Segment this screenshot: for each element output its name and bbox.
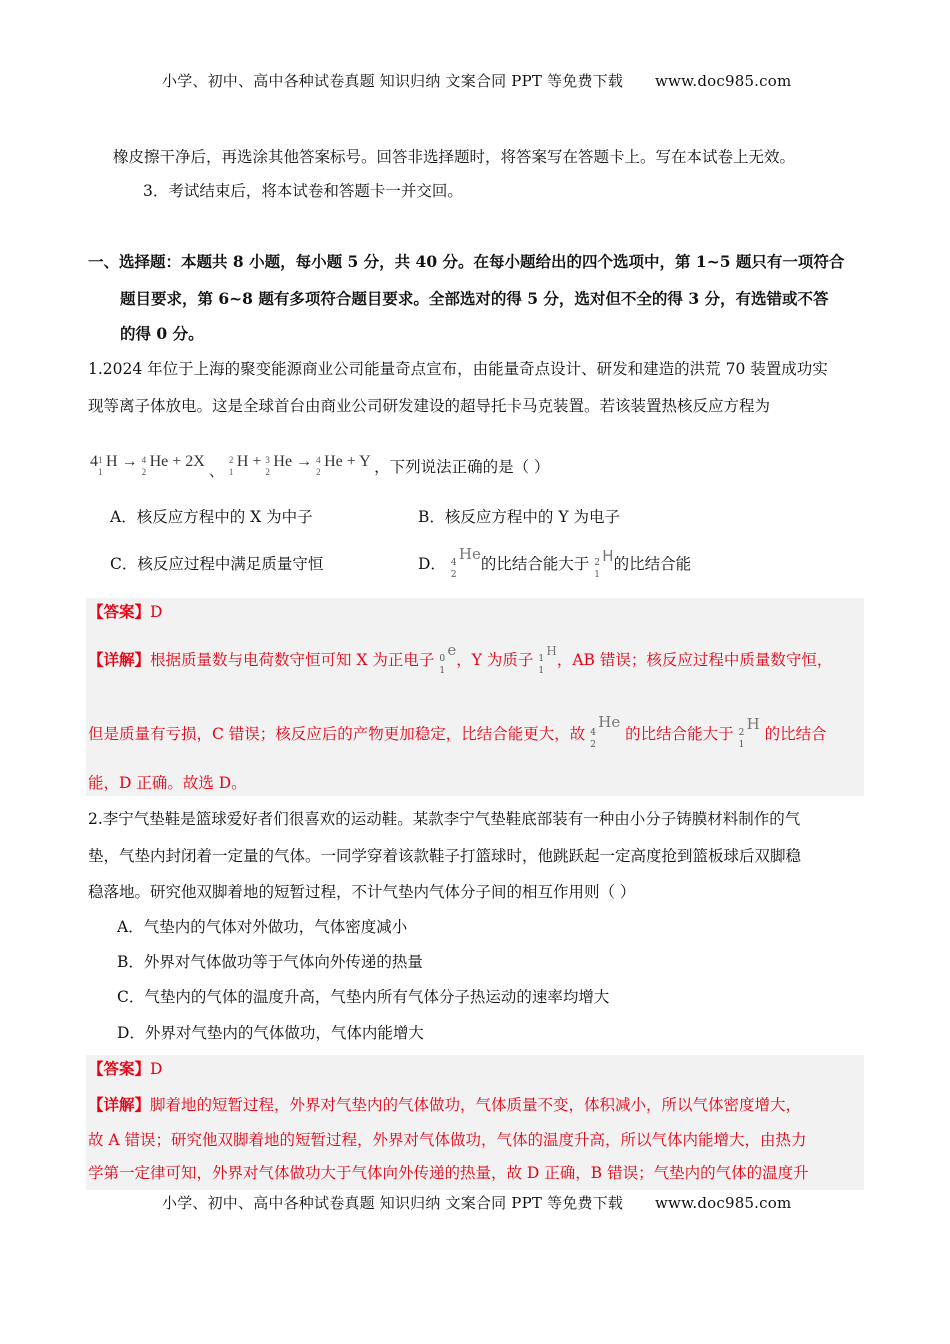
q2-explanation-line-1: 【详解】脚着地的短暂过程，外界对气垫内的气体做功，气体质量不变，体积减小，所以气体密度增大， xyxy=(88,1095,802,1114)
footer-text: 小学、初中、高中各种试卷真题 知识归纳 文案合同 PPT 等免费下载 xyxy=(162,1194,624,1212)
section-heading-line-3: 的得 0 分。 xyxy=(120,324,204,343)
explanation-label: 【详解】 xyxy=(88,650,151,669)
section-heading-line-2: 题目要求，第 6~8 题有多项符合题目要求。全部选对的得 5 分，选对但不全的得 3 分，有选错或不答 xyxy=(120,289,829,308)
q2-stem-line-3: 稳落地。研究他双脚着地的短暂过程，不计气垫内气体分子间的相互作用则（ ） xyxy=(88,883,636,901)
q1-option-d[interactable]: D． 4 2 He的比结合能大于 2 1 H的比结合能 xyxy=(418,545,692,580)
answer-value: D xyxy=(150,1060,163,1078)
q1-prompt: ，下列说法正确的是（ ） xyxy=(374,458,550,476)
header-url: www.doc985.com xyxy=(655,72,792,90)
header-text: 小学、初中、高中各种试卷真题 知识归纳 文案合同 PPT 等免费下载 xyxy=(162,72,624,90)
instruction-line-1: 橡皮擦干净后，再选涂其他答案标号。回答非选择题时，将答案写在答题卡上。写在本试卷上无效。 xyxy=(113,148,796,166)
q2-option-a[interactable]: A．气垫内的气体对外做功，气体密度减小 xyxy=(117,918,408,936)
answer-label: 【答案】 xyxy=(88,1059,151,1078)
footer-url: www.doc985.com xyxy=(655,1194,792,1212)
q1-answer-box xyxy=(86,598,864,796)
page-footer xyxy=(162,1192,791,1213)
q1-stem-line-1: 1.2024 年位于上海的聚变能源商业公司能量奇点宣布，由能量奇点设计、研发和建造的洪荒 70 装置成功实 xyxy=(88,360,828,378)
q1-option-c[interactable]: C．核反应过程中满足质量守恒 xyxy=(110,555,324,573)
q1-explanation-line-2: 但是质量有亏损，C 错误；核反应后的产物更加稳定，比结合能更大，故 4 2 He 的比结合能大于 2 1 H 的比结合 xyxy=(88,713,827,750)
q1-explanation-line-1: 【详解】根据质量数与电荷数守恒可知 X 为正电子 0 1 e，Y 为质子 1 1 $^H$，AB 错误；核反应过程中质量数守恒， xyxy=(88,641,833,676)
instruction-line-2: 3．考试结束后，将本试卷和答题卡一并交回。 xyxy=(143,182,463,200)
q2-option-c[interactable]: C．气垫内的气体的温度升高，气垫内所有气体分子热运动的速率均增大 xyxy=(117,988,610,1006)
q1-equation-line xyxy=(90,448,550,480)
q2-explanation-line-2: 故 A 错误；研究他双脚着地的短暂过程，外界对气体做功，气体的温度升高，所以气体内能增大，由热力 xyxy=(88,1131,807,1149)
q2-option-d[interactable]: D．外界对气垫内的气体做功，气体内能增大 xyxy=(117,1024,424,1042)
q1-option-b[interactable]: B．核反应方程中的 Y 为电子 xyxy=(418,508,620,526)
answer-label: 【答案】 xyxy=(88,602,151,621)
q1-stem-line-2: 现等离子体放电。这是全球首台由商业公司研发建设的超导托卡马克装置。若该装置热核反应方程为 xyxy=(88,397,771,415)
q2-explanation-line-3: 学第一定律可知，外界对气体做功大于气体向外传递的热量，故 D 正确，B 错误；气垫内的气体的温度升 xyxy=(88,1164,809,1182)
q1-option-a[interactable]: A．核反应方程中的 X 为中子 xyxy=(110,508,313,526)
section-heading-line-1: 一、选择题：本题共 8 小题，每小题 5 分，共 40 分。在每小题给出的四个选项中，第 1~5 题只有一项符合 xyxy=(88,252,845,271)
explanation-label: 【详解】 xyxy=(88,1095,151,1114)
equation-separator: 、 xyxy=(208,463,225,480)
q1-explanation-line-3: 能，D 正确。故选 D。 xyxy=(88,774,247,792)
q2-answer xyxy=(88,1061,162,1078)
q2-stem-line-1: 2.李宁气垫鞋是篮球爱好者们很喜欢的运动鞋。某款李宁气垫鞋底部装有一种由小分子铸膜材料制作的气 xyxy=(88,810,801,828)
answer-value: D xyxy=(150,603,163,621)
page-header xyxy=(162,70,791,91)
equation-2: 2 1 H + 3 2 He → 4 2 He + Y xyxy=(228,453,371,477)
q2-option-b[interactable]: B．外界对气体做功等于气体向外传递的热量 xyxy=(117,953,423,971)
q2-stem-line-2: 垫，气垫内封闭着一定量的气体。一同学穿着该款鞋子打篮球时，他跳跃起一定高度抢到篮板球后双脚稳 xyxy=(88,847,802,865)
equation-1: 4 1 1 H → 4 2 He + 2X xyxy=(90,453,205,477)
q1-answer xyxy=(88,604,162,621)
